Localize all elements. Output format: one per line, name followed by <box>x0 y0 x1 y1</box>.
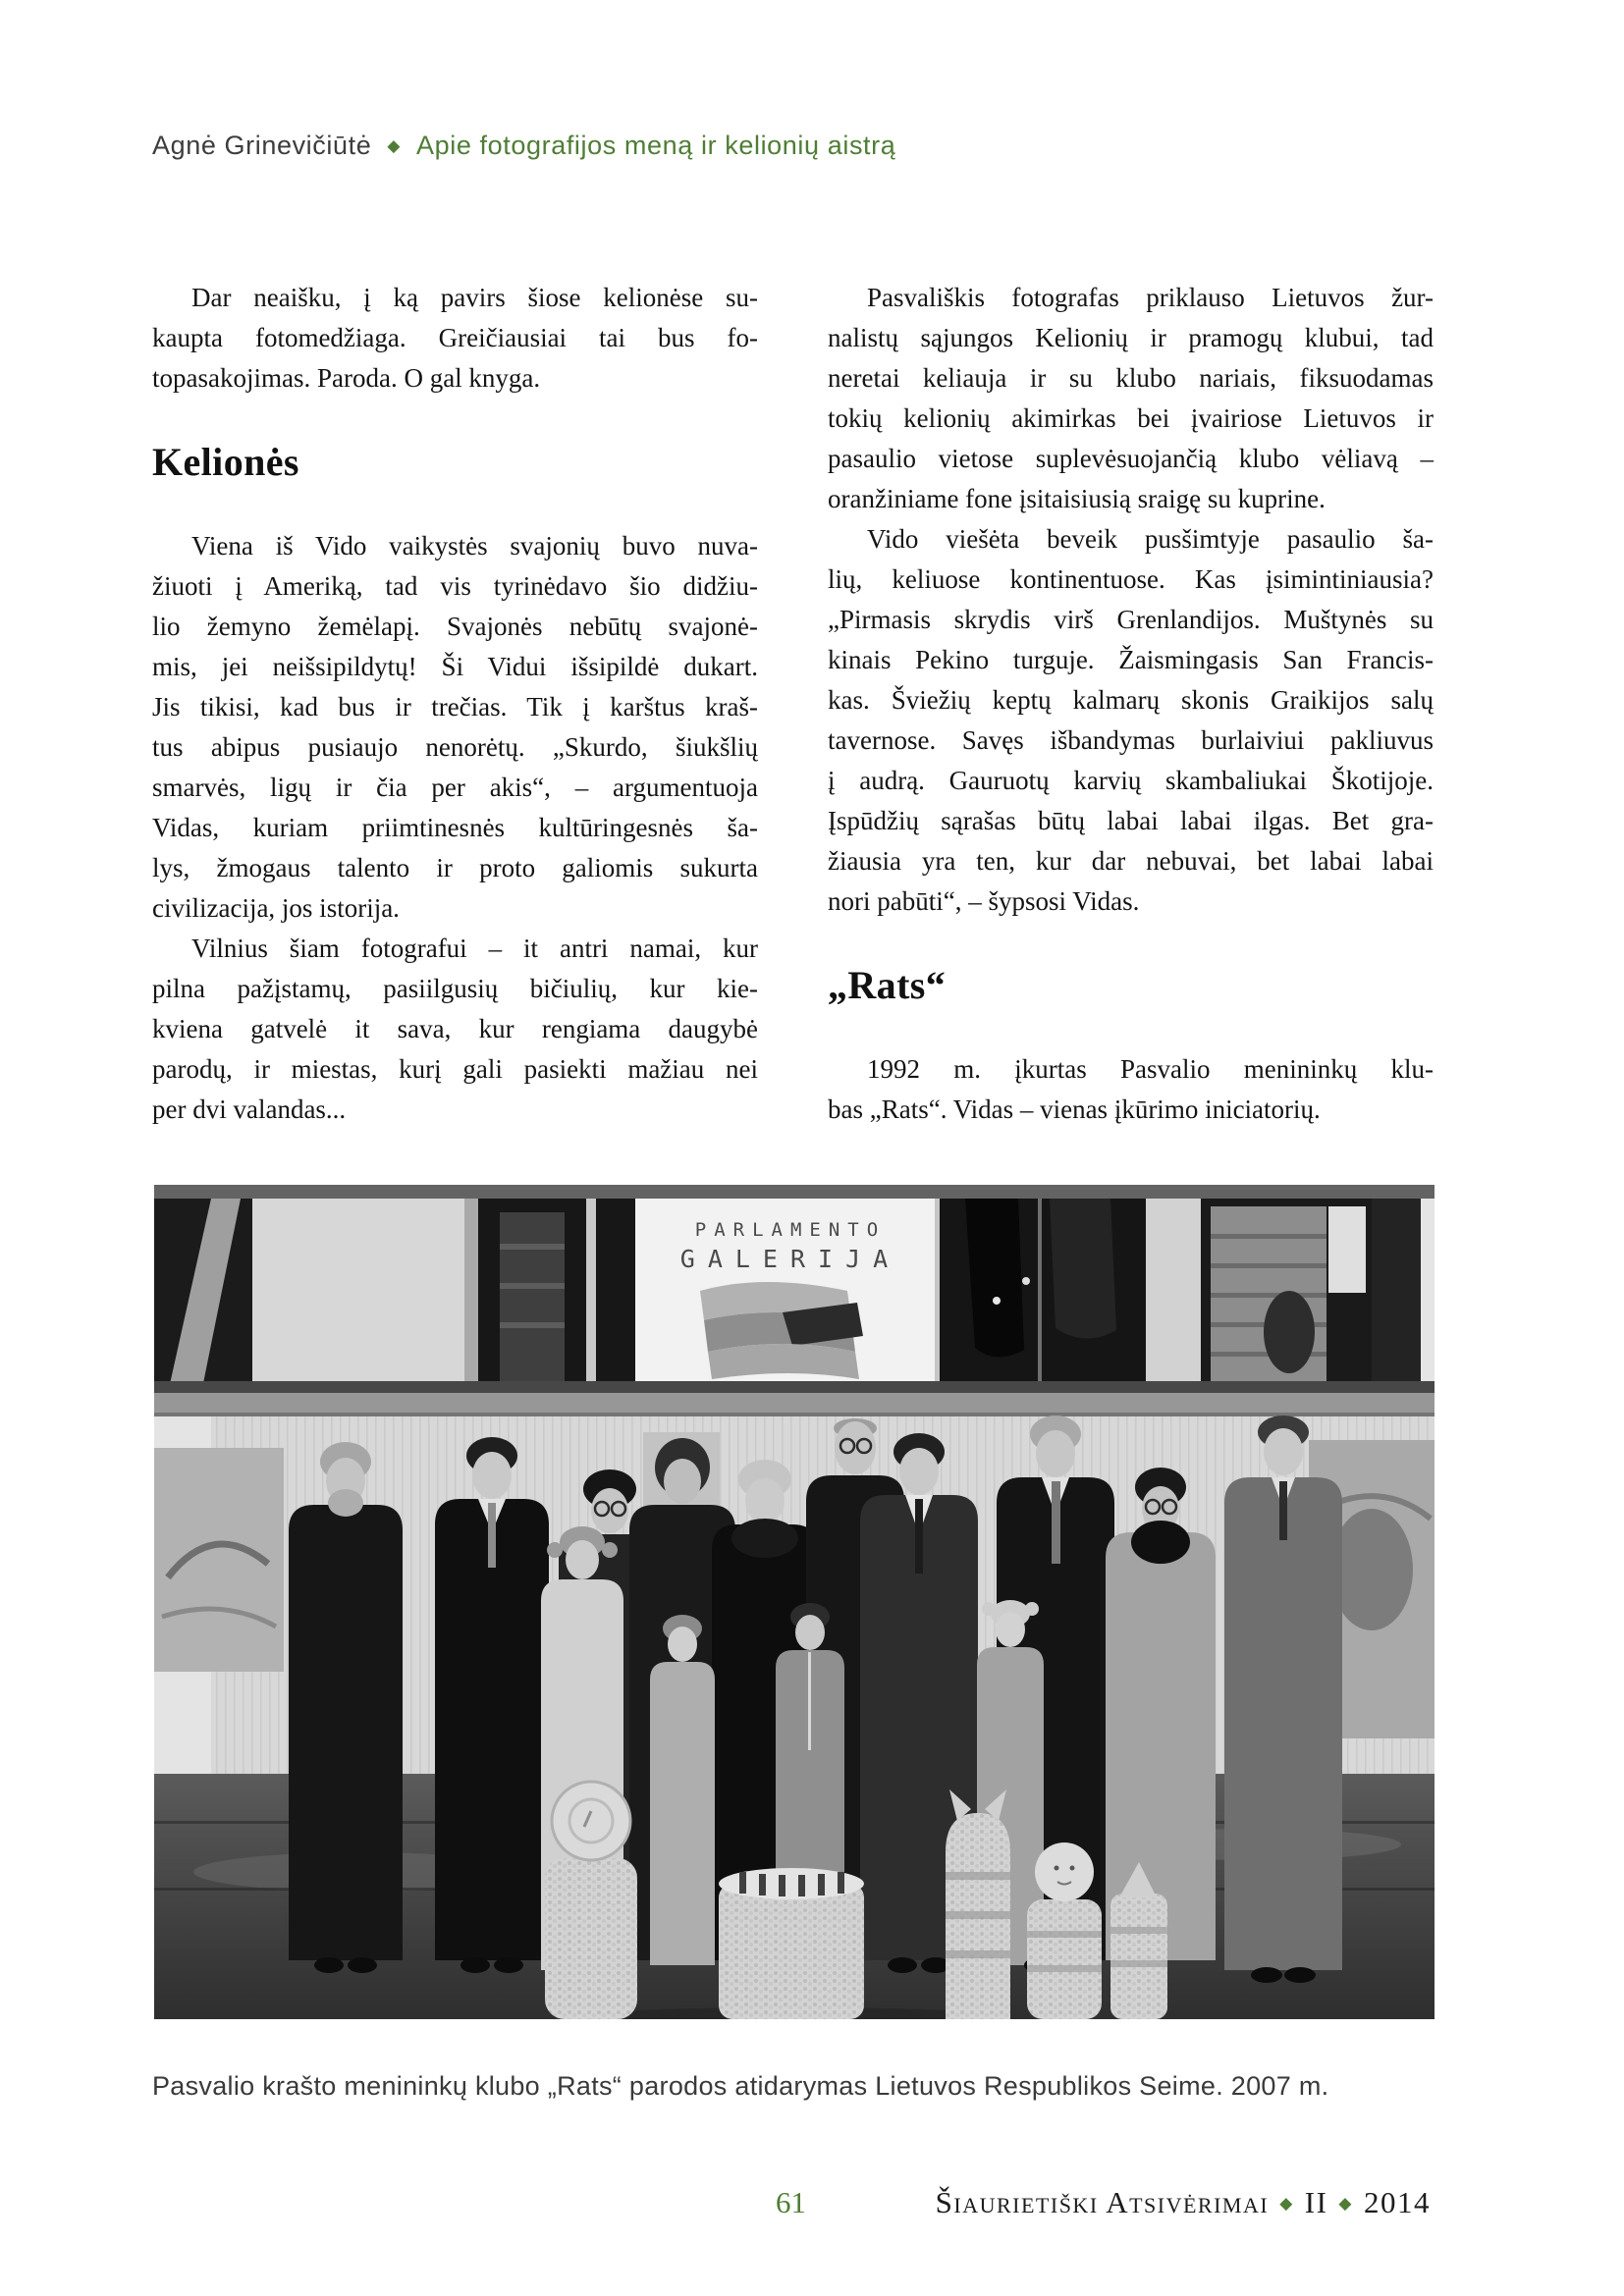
photo-caption: Pasvalio krašto menininkų klubo „Rats“ parodos atidarymas Lietuvos Respublikos Seime. 2007 m. <box>152 2071 1329 2101</box>
text-line: „Pirmasis skrydis virš Grenlandijos. Muštynės su <box>828 605 1434 634</box>
paragraph <box>828 278 1434 519</box>
painting-left <box>154 1448 284 1672</box>
text-line: kaupta fotomedžiaga. Greičiausiai tai bus fo- <box>152 323 758 352</box>
text-line: į audrą. Gauruotų karvių skambaliukai Škotijoje. <box>828 766 1434 795</box>
text-line: Įspūdžių sąrašas būtų labai labai ilgas. Bet gra- <box>828 806 1434 835</box>
balcony-ledge <box>154 1381 1435 1416</box>
text-line: Pasvališkis fotografas priklauso Lietuvos žur- <box>867 283 1434 312</box>
journal-title: Šiaurietiški Atsivėrimai <box>935 2185 1270 2219</box>
crocheted-basket <box>719 1868 864 2019</box>
text-line: Viena iš Vido vaikystės svajonių buvo nuva- <box>191 531 758 561</box>
journal-footer <box>936 2185 1431 2220</box>
text-line: oranžiniame fone įsitaisiusią sraigę su kuprine. <box>828 484 1326 513</box>
gallery-interior <box>154 1185 1435 1393</box>
paragraph <box>828 519 1434 922</box>
text-line: kinais Pekino turguje. Žaismingasis San Francis- <box>828 645 1434 674</box>
text-line: Jis tikisi, kad bus ir trečias. Tik į karštus kraš- <box>152 692 758 721</box>
diamond-icon: ◆ <box>1338 2194 1353 2213</box>
running-head <box>152 131 1434 161</box>
author-name: Agnė Grinevičiūtė <box>152 131 372 160</box>
text-line: lys, žmogaus talento ir proto galiomis sukurta <box>152 853 758 882</box>
text-line: Dar neaišku, į ką pavirs šiose kelionėse su- <box>191 283 758 312</box>
text-line: neretai keliauja ir su klubo nariais, fiksuodamas <box>828 363 1434 393</box>
text-line: lio žemyno žemėlapį. Svajonės nebūtų svajonė- <box>152 612 758 641</box>
banner-line1: PARLAMENTO <box>694 1219 887 1241</box>
knitted-doll-face <box>1027 1842 1102 2019</box>
text-line: parodų, ir miestas, kurį gali pasiekti mažiau nei <box>152 1054 758 1084</box>
diamond-icon: ◆ <box>1279 2194 1294 2213</box>
text-line: pilna pažįstamų, pasiilgusių bičiulių, kur kie- <box>152 974 758 1003</box>
article-title: Apie fotografijos meną ir kelionių aistrą <box>416 131 896 160</box>
text-line: civilizacija, jos istorija. <box>152 893 400 923</box>
text-line: mis, jei neišsipildytų! Ši Vidui išsipildė dukart. <box>152 652 758 681</box>
text-line: tokių kelionių akimirkas bei įvairiose Lietuvos ir <box>828 403 1434 433</box>
section-heading: Kelionės <box>152 440 299 484</box>
text-line: Vido viešėta beveik pusšimtyje pasaulio ša- <box>867 524 1434 554</box>
paragraph <box>152 278 758 399</box>
text-line: Vidas, kuriam priimtinesnės kultūringesnės ša- <box>152 813 758 842</box>
text-line: per dvi valandas... <box>152 1095 347 1124</box>
text-line: lių, keliuose kontinentuose. Kas įsimintiniausia? <box>828 564 1434 594</box>
journal-year: 2014 <box>1364 2185 1431 2219</box>
gallery-banner <box>635 1199 940 1393</box>
section-heading: „Rats“ <box>828 963 947 1007</box>
text-line: 1992 m. įkurtas Pasvalio menininkų klu- <box>867 1054 1434 1084</box>
text-line: nori pabūti“, – šypsosi Vidas. <box>828 886 1140 916</box>
right-column <box>828 278 1434 1130</box>
text-line: žiuoti į Ameriką, tad vis tyrinėdavo šio didžiu- <box>152 571 758 601</box>
group-photo-illustration <box>154 1185 1435 2019</box>
text-line: bas „Rats“. Vidas – vienas įkūrimo iniciatorių. <box>828 1095 1321 1124</box>
left-column <box>152 278 758 1130</box>
text-line: topasakojimas. Paroda. O gal knyga. <box>152 363 541 393</box>
paragraph <box>152 526 758 929</box>
text-line: kviena gatvelė it sava, kur rengiama daugybė <box>152 1014 758 1043</box>
text-line: kas. Šviežių keptų kalmarų skonis Graikijos salų <box>828 685 1434 715</box>
text-line: tavernose. Savęs išbandymas burlaiviui pakliuvus <box>828 725 1434 755</box>
page-number: 61 <box>776 2185 806 2219</box>
text-line: tus abipus pusiaujo nenorėtų. „Skurdo, šiukšlių <box>152 732 758 762</box>
text-line: žiausia yra ten, kur dar nebuvai, bet labai labai <box>828 846 1434 876</box>
paragraph <box>828 1049 1434 1130</box>
text-line: nalistų sąjungos Kelionių ir pramogų klubui, tad <box>828 323 1434 352</box>
knitted-doll-eared <box>946 1789 1010 2019</box>
text-line: Vilnius šiam fotografui – it antri namai, kur <box>191 934 758 963</box>
knitted-doll-round-head <box>545 1782 637 2019</box>
group-photo <box>154 1185 1435 2019</box>
banner-line2: GALERIJA <box>679 1245 901 1273</box>
paragraph <box>152 929 758 1130</box>
text-line: pasaulio vietose suplevėsuojančią klubo vėliavą – <box>828 444 1434 473</box>
hanging-flags <box>940 1199 1146 1393</box>
diamond-icon: ◆ <box>387 136 402 155</box>
journal-issue: II <box>1304 2185 1328 2219</box>
banner-flag-graphic <box>700 1282 863 1379</box>
text-line: smarvės, ligų ir čia per akis“, – argumentuoja <box>152 773 758 802</box>
